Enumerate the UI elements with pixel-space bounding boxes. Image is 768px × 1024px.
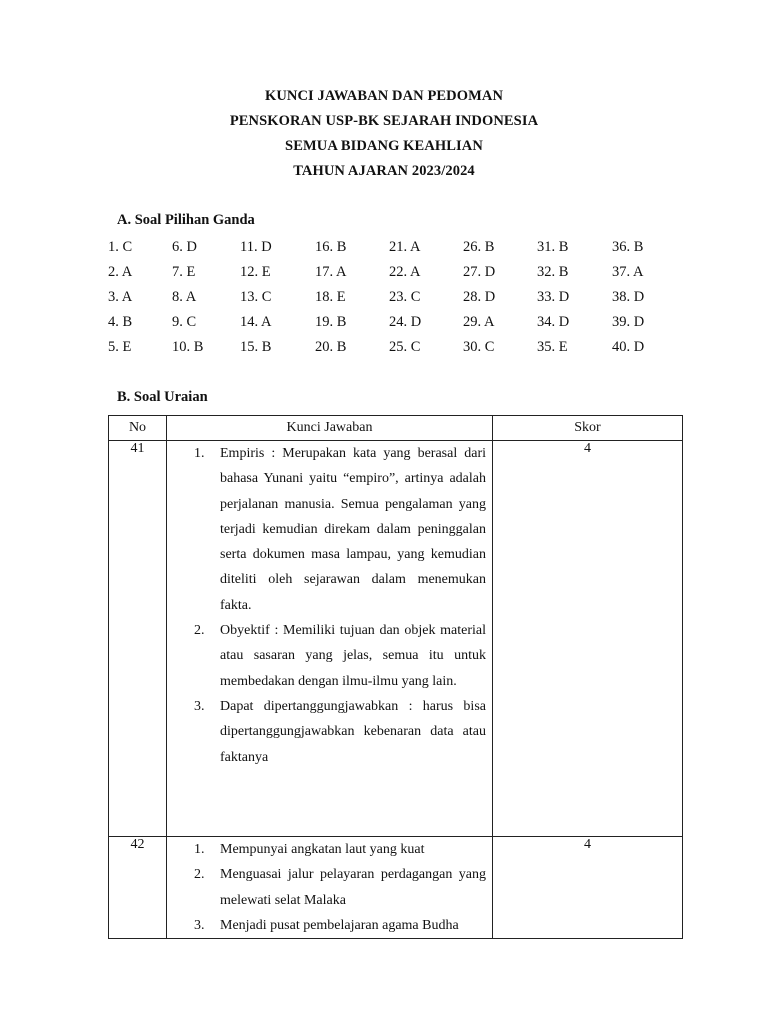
mc-answer: 24. D [389,314,422,330]
mc-answer: 11. D [240,239,272,255]
mc-answer: 17. A [315,264,347,280]
doc-title-line-2: PENSKORAN USP-BK SEJARAH INDONESIA [229,113,539,129]
question-number: 41 [109,441,167,837]
list-item-text: Menguasai jalur pelayaran perdagangan yang melewati selat Malaka [220,867,486,908]
mc-answer: 5. E [108,339,132,355]
column-header-no: No [109,416,167,441]
mc-answer: 22. A [389,264,421,280]
essay-answer-table [108,415,683,939]
list-item-number: 3. [194,698,205,714]
mc-answer: 20. B [315,339,347,355]
doc-title-line-1: KUNCI JAWABAN DAN PEDOMAN [264,88,504,104]
section-a-heading: A. Soal Pilihan Ganda [117,212,255,228]
mc-answer: 31. B [537,239,569,255]
mc-answer: 1. C [108,239,133,255]
answer-list [167,441,492,770]
mc-answer: 36. B [612,239,644,255]
question-number: 42 [109,837,167,939]
mc-answer: 29. A [463,314,495,330]
table-row [109,837,683,939]
list-item-text: Mempunyai angkatan laut yang kuat [220,842,425,857]
list-item-number: 2. [194,623,205,639]
mc-answer: 37. A [612,264,644,280]
mc-answer: 25. C [389,339,421,355]
score-value: 4 [493,441,683,837]
mc-answer: 7. E [172,264,196,280]
mc-answer: 35. E [537,339,568,355]
mc-answer: 28. D [463,289,496,305]
mc-answer: 39. D [612,314,645,330]
answer-list [167,837,492,938]
mc-answer: 3. A [108,289,133,305]
mc-answer: 2. A [108,264,133,280]
list-item-text: Obyektif : Memiliki tujuan dan objek material atau sasaran yang jelas, semua itu untuk membedakan dengan ilmu-ilmu yang lain. [220,623,486,689]
answer-key-cell [167,837,493,939]
mc-answer: 14. A [240,314,272,330]
list-item-number: 3. [194,917,205,933]
mc-answer: 16. B [315,239,347,255]
mc-answer: 23. C [389,289,421,305]
list-item-text: Menjadi pusat pembelajaran agama Budha [220,917,459,933]
mc-answer: 21. A [389,239,421,255]
mc-answer: 15. B [240,339,272,355]
mc-answer: 6. D [172,239,197,255]
mc-answer: 40. D [612,339,645,355]
list-item [167,441,486,618]
score-value: 4 [493,837,683,939]
answer-key-cell [167,441,493,837]
list-item [167,862,486,913]
mc-answer: 30. C [463,339,495,355]
mc-answer: 18. E [315,289,346,305]
mc-answer: 27. D [463,264,496,280]
list-item-text: Empiris : Merupakan kata yang berasal dari bahasa Yunani yaitu “empiro”, artinya adalah perjalanan manusia. Semua pengalaman yang terjadi kemudian direkam dalam peninggalan serta dokumen masa lampau, yang kemudian diteliti oleh sejarawan dalam menemukan fakta. [220,446,486,613]
mc-answer: 4. B [108,314,133,330]
table-row [109,441,683,837]
mc-answer: 13. C [240,289,272,305]
mc-answer: 19. B [315,314,347,330]
list-item-number: 1. [194,842,205,857]
list-item [167,837,486,862]
list-item [167,913,486,938]
mc-answer: 26. B [463,239,495,255]
doc-title-line-4: TAHUN AJARAN 2023/2024 [293,163,475,179]
mc-answer: 33. D [537,289,570,305]
list-item-number: 1. [194,446,205,461]
section-b-heading: B. Soal Uraian [117,389,208,405]
doc-title-line-3: SEMUA BIDANG KEAHLIAN [285,138,483,154]
list-item [167,694,486,770]
table-header-row [109,416,683,441]
list-item-text: Dapat dipertanggungjawabkan : harus bisa dipertanggungjawabkan kebenaran data atau faktanya [220,698,486,765]
list-item [167,618,486,694]
column-header-score: Skor [493,416,683,441]
mc-answer: 12. E [240,264,271,280]
list-item-number: 2. [194,867,205,883]
mc-answer: 8. A [172,289,197,305]
mc-answer: 32. B [537,264,569,280]
mc-answer: 34. D [537,314,570,330]
column-header-answer-key: Kunci Jawaban [167,416,493,441]
mc-answer: 38. D [612,289,645,305]
mc-answer: 10. B [172,339,204,355]
mc-answer: 9. C [172,314,197,330]
